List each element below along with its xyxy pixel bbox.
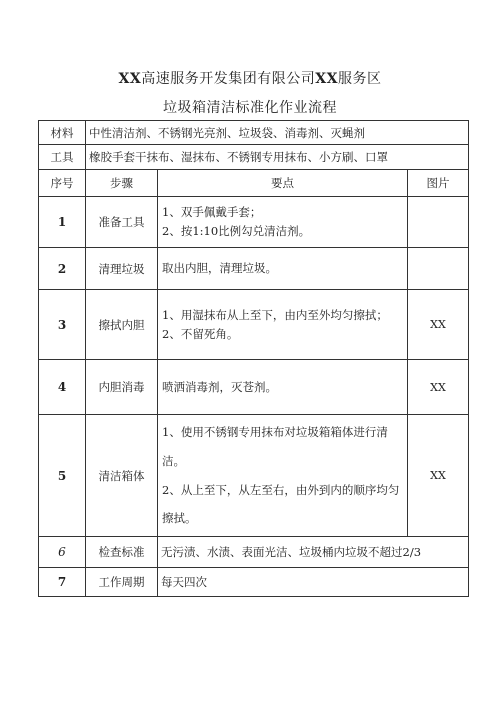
title-company-name: 高速服务开发集团有限公司: [141, 71, 316, 87]
table-row: [39, 248, 469, 290]
row-step: 检查标准: [86, 537, 158, 568]
table-row: [39, 568, 469, 597]
materials-value: 中性清洁剂、不锈钢光亮剂、垃圾袋、消毒剂、灭蝇剂: [86, 121, 469, 145]
title-area-suffix: 服务区: [337, 71, 382, 87]
table-row: [39, 360, 469, 415]
row-points: [158, 415, 408, 537]
row-points: [158, 290, 408, 360]
row-picture: [408, 248, 469, 290]
header-step: 步骤: [86, 170, 158, 197]
table-row: [39, 415, 469, 537]
table-row: [39, 290, 469, 360]
point-line: 1、用湿抹布从上至下，由内至外均匀擦拭；: [162, 307, 388, 322]
header-points: 要点: [158, 170, 408, 197]
title-company-code: XX: [118, 71, 142, 87]
row-number: 2: [39, 248, 86, 290]
tools-label: 工具: [39, 145, 86, 170]
row-number: 6: [39, 537, 86, 568]
tools-value: 橡胶手套干抹布、湿抹布、不锈钢专用抹布、小方刷、口罩: [86, 145, 469, 170]
document-subtitle: 垃圾箱清洁标准化作业流程: [163, 100, 337, 116]
row-number: 5: [39, 415, 86, 537]
table-row: [39, 537, 469, 568]
row-picture: [408, 197, 469, 248]
row-number: 7: [39, 568, 86, 597]
row-step: 擦拭内胆: [86, 290, 158, 360]
title-area-code: XX: [315, 71, 338, 87]
point-line: 2、从上至下，从左至右，由外到内的顺序均匀擦拭。: [162, 482, 400, 526]
tools-row: [39, 145, 469, 170]
header-picture: 图片: [408, 170, 469, 197]
point-line: 2、不留死角。: [162, 326, 239, 341]
row-points: [158, 197, 408, 248]
point-line: 无污渍、水渍、表面光洁、垃圾桶内垃圾不超过2/3: [161, 545, 422, 559]
header-row: [39, 170, 469, 197]
point-line: 1、使用不锈钢专用抹布对垃圾箱箱体进行清洁。: [162, 425, 388, 468]
point-line: 1、双手佩戴手套；: [162, 205, 262, 220]
point-line: 2、按1:10比例勾兑清洁剂。: [162, 224, 311, 238]
row-picture: XX: [408, 360, 469, 415]
row-step: 内胆消毒: [86, 360, 158, 415]
table-row: [39, 197, 469, 248]
materials-row: [39, 121, 469, 145]
row-step: 清理垃圾: [86, 248, 158, 290]
point-line: 取出内胆，清理垃圾。: [162, 261, 277, 276]
row-points: [158, 568, 469, 597]
row-points: [158, 360, 408, 415]
point-line: 每天四次: [161, 575, 207, 589]
row-number: 1: [39, 197, 86, 248]
document-title: [0, 68, 500, 88]
row-picture: XX: [408, 415, 469, 537]
row-points: [158, 248, 408, 290]
row-picture: XX: [408, 290, 469, 360]
row-points: [158, 537, 469, 568]
row-step: 准备工具: [86, 197, 158, 248]
point-line: 喷洒消毒剂，灭苍剂。: [162, 379, 277, 394]
row-number: 4: [39, 360, 86, 415]
procedure-table: [38, 120, 469, 597]
header-no: 序号: [39, 170, 86, 197]
row-step: 工作周期: [86, 568, 158, 597]
row-number: 3: [39, 290, 86, 360]
row-step: 清洁箱体: [86, 415, 158, 537]
materials-label: 材料: [39, 121, 86, 145]
